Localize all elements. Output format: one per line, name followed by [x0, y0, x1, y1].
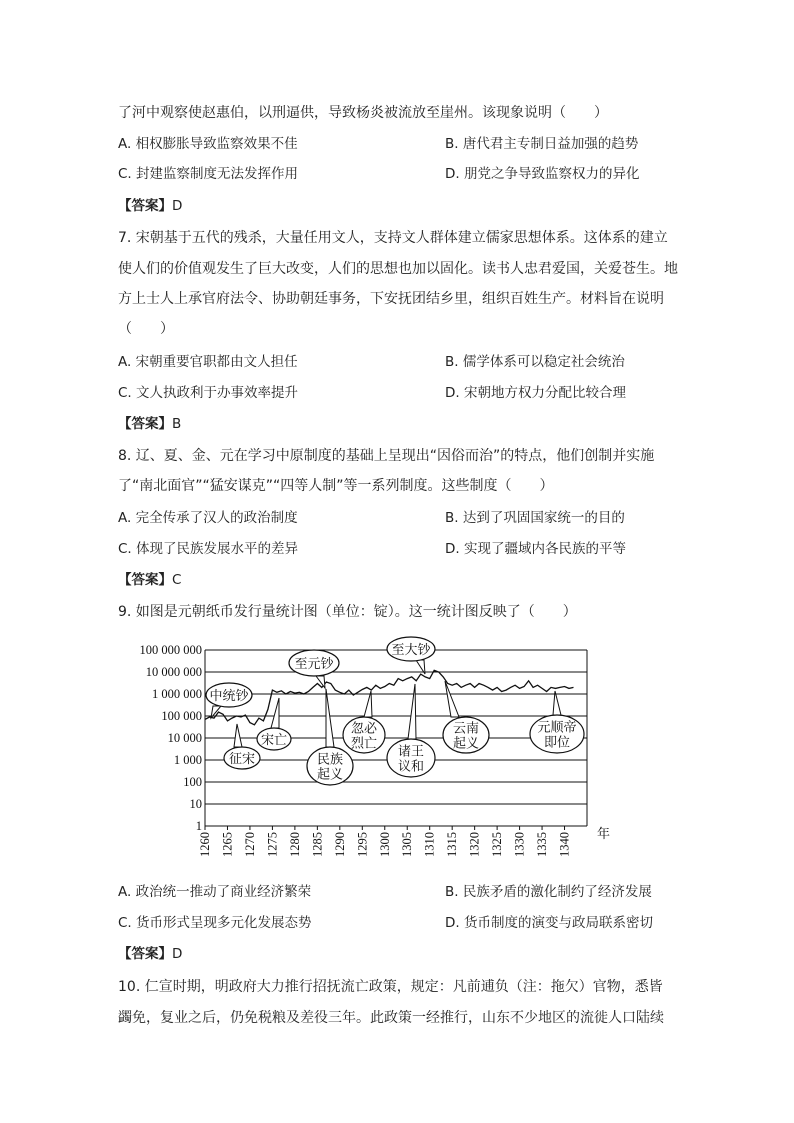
- x-tick-label: 1315: [445, 832, 460, 857]
- x-tick-label: 1295: [355, 832, 370, 857]
- annotation-callout: [443, 681, 489, 753]
- q8-stem-line-2: 了“南北面官”“猛安谋克”“四等人制”等一系列制度。这些制度（ ）: [118, 478, 554, 494]
- q9-option-c[interactable]: C. 货币形式呈现多元化发展态势: [118, 915, 312, 931]
- callout-tail: [271, 698, 279, 728]
- q6-option-d[interactable]: D. 朋党之争导致监察权力的异化: [445, 166, 640, 182]
- y-tick-label: 1 000: [173, 753, 202, 767]
- callout-tail: [234, 724, 242, 747]
- x-tick-label: 1310: [422, 832, 437, 857]
- q8-option-c[interactable]: C. 体现了民族发展水平的差异: [118, 541, 299, 557]
- q7-option-d[interactable]: D. 宋朝地方权力分配比较合理: [445, 385, 626, 401]
- answer-value: C: [172, 572, 182, 588]
- q6-option-c[interactable]: C. 封建监察制度无法发挥作用: [118, 166, 299, 182]
- q6-option-a[interactable]: A. 相权膨胀导致监察效果不佳: [118, 136, 298, 152]
- paper-money-chart: [125, 636, 615, 861]
- q7-stem-line-1: 7. 宋朝基于五代的残杀，大量任用文人，支持文人群体建立儒家思想体系。这体系的建立: [118, 230, 668, 246]
- x-tick-label: 1260: [198, 832, 212, 857]
- callout-text: 议和: [397, 758, 425, 774]
- x-tick-label: 1300: [377, 832, 392, 857]
- q10-stem-line-2: 蠲免，复业之后，仍免税粮及差役三年。此政策一经推行，山东不少地区的流徙人口陆续: [118, 1010, 664, 1026]
- q8-option-d[interactable]: D. 实现了疆域内各民族的平等: [445, 541, 626, 557]
- answer-value: D: [172, 946, 183, 962]
- x-tick-label: 1280: [287, 832, 302, 857]
- y-tick-label: 100 000 000: [139, 643, 202, 657]
- q8-answer: [118, 571, 181, 589]
- q10-stem-line-1: 10. 仁宣时期，明政府大力推行招抚流亡政策，规定：凡前逋负（注：拖欠）官物，悉皆: [118, 979, 663, 995]
- callout-text: 征宋: [228, 751, 256, 766]
- annotation-callout: [343, 691, 385, 753]
- callout-text: 至元钞: [294, 656, 334, 671]
- callout-tail: [553, 691, 561, 715]
- callout-tail: [364, 691, 372, 717]
- q7-stem-line-4: （ ）: [118, 321, 174, 337]
- q7-option-c[interactable]: C. 文人执政利于办事效率提升: [118, 385, 299, 401]
- q9-option-b[interactable]: B. 民族矛盾的激化制约了经济发展: [445, 884, 652, 900]
- callout-text: 宋亡: [260, 732, 288, 747]
- q7-stem-line-2: 使人们的价值观发生了巨大改变，人们的思想也加以固化。读书人忠君爱国，关爱苍生。地: [118, 261, 678, 277]
- y-tick-label: 1 000 000: [152, 687, 202, 701]
- callout-text: 诸王: [397, 743, 425, 759]
- callout-text: 云南: [452, 720, 480, 736]
- q7-option-b[interactable]: B. 儒学体系可以稳定社会统治: [445, 354, 625, 370]
- callout-text: 民族: [316, 751, 344, 767]
- callout-tail: [408, 684, 416, 739]
- x-tick-label: 1325: [490, 832, 505, 857]
- chart-x-ticks: [198, 826, 572, 857]
- q6-answer: [118, 197, 182, 215]
- callout-text: 即位: [543, 734, 571, 750]
- chart-x-label: 年: [597, 826, 611, 841]
- q9-option-a[interactable]: A. 政治统一推动了商业经济繁荣: [118, 884, 312, 900]
- callout-text: 元顺帝: [537, 719, 577, 735]
- x-tick-label: 1305: [400, 832, 415, 857]
- y-tick-label: 100: [183, 775, 202, 789]
- answer-label: 【答案】: [118, 198, 172, 214]
- q7-stem-line-3: 方上士人上承官府法令、协助朝廷事务，下安抚团结乡里，组织百姓生产。材料旨在说明: [118, 291, 664, 307]
- callout-tail: [326, 689, 334, 747]
- q6-stem-tail: 了河中观察使赵惠伯，以刑逼供，导致杨炎被流放至崖州。该现象说明（ ）: [118, 105, 608, 121]
- annotation-callout: [387, 684, 435, 777]
- x-tick-label: 1320: [467, 832, 482, 857]
- callout-text: 烈亡: [350, 735, 378, 751]
- callout-tail: [445, 681, 459, 717]
- x-tick-label: 1330: [512, 832, 527, 857]
- callout-text: 中统钞: [209, 688, 249, 703]
- x-tick-label: 1290: [332, 832, 347, 857]
- y-tick-label: 100 000: [161, 709, 202, 723]
- callout-text: 起义: [316, 766, 344, 782]
- q9-answer: [118, 945, 182, 963]
- callout-text: 至大钞: [391, 642, 431, 657]
- y-tick-label: 10 000 000: [145, 665, 202, 679]
- y-tick-label: 1: [195, 819, 202, 833]
- answer-value: D: [172, 198, 183, 214]
- answer-label: 【答案】: [118, 572, 172, 588]
- q7-answer: [118, 415, 181, 433]
- q6-option-b[interactable]: B. 唐代君主专制日益加强的趋势: [445, 136, 639, 152]
- chart-series-line: [205, 670, 574, 725]
- callout-text: 起义: [452, 735, 480, 751]
- answer-label: 【答案】: [118, 416, 172, 432]
- callout-text: 忽必: [350, 720, 378, 736]
- annotation-callout: [530, 691, 584, 753]
- chart-y-ticks: [140, 643, 203, 833]
- q9-stem-line-1: 9. 如图是元朝纸币发行量统计图（单位：锭）。这一统计图反映了（ ）: [118, 604, 577, 620]
- annotation-callout: [289, 650, 339, 688]
- q8-stem-line-1: 8. 辽、夏、金、元在学习中原制度的基础上呈现出“因俗而治”的特点，他们创制并实施: [118, 448, 655, 464]
- answer-label: 【答案】: [118, 946, 172, 962]
- answer-value: B: [172, 416, 182, 432]
- annotation-callout: [257, 698, 291, 750]
- x-tick-label: 1335: [535, 832, 550, 857]
- annotation-callout: [224, 724, 260, 769]
- chart-annotations: [206, 637, 584, 785]
- q8-option-a[interactable]: A. 完全传承了汉人的政治制度: [118, 510, 298, 526]
- q9-option-d[interactable]: D. 货币制度的演变与政局联系密切: [445, 915, 653, 931]
- x-tick-label: 1340: [557, 832, 572, 857]
- y-tick-label: 10 000: [167, 731, 202, 745]
- x-tick-label: 1270: [242, 832, 257, 857]
- y-tick-label: 10: [189, 797, 202, 811]
- q7-option-a[interactable]: A. 宋朝重要官职都由文人担任: [118, 354, 298, 370]
- annotation-callout: [387, 637, 435, 674]
- x-tick-label: 1285: [310, 832, 325, 857]
- x-tick-label: 1275: [265, 832, 280, 857]
- x-tick-label: 1265: [220, 832, 235, 857]
- annotation-callout: [206, 683, 252, 718]
- q8-option-b[interactable]: B. 达到了巩固国家统一的目的: [445, 510, 625, 526]
